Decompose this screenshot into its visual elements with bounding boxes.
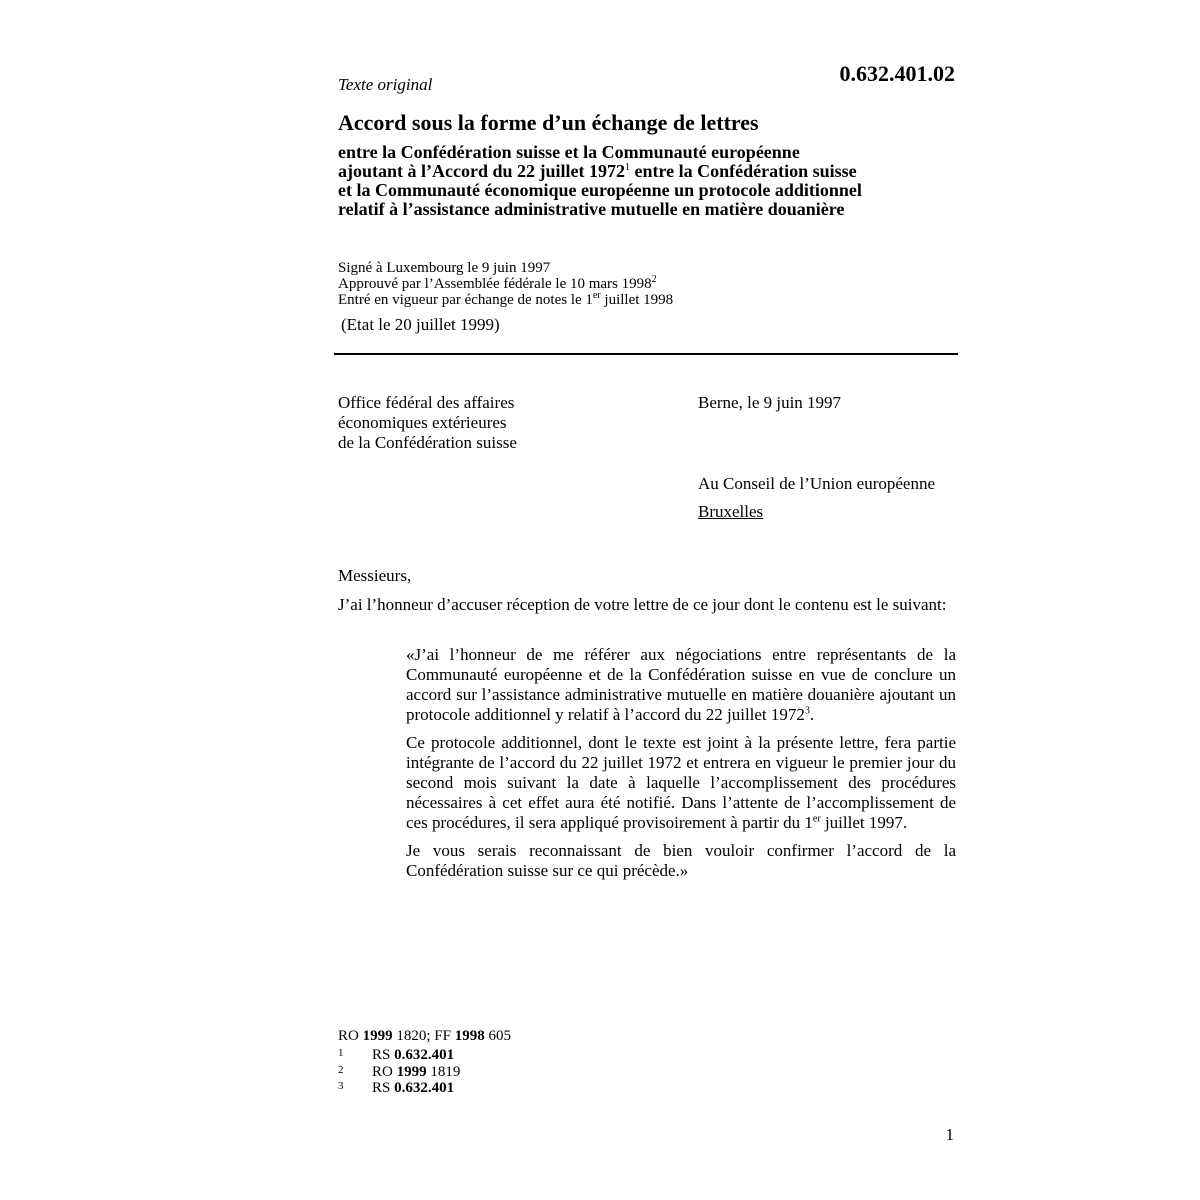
footnote-number: 2: [338, 1063, 344, 1076]
subtitle-line: et la Communauté économique européenne un protocole additionnel: [338, 180, 862, 200]
quoted-letter: [406, 645, 956, 881]
document-subtitle: [338, 143, 958, 219]
entry-line: Entré en vigueur par échange de notes le 1er juillet 1998: [338, 290, 674, 308]
footnote-list: [338, 1047, 460, 1097]
sender-block: [338, 393, 517, 453]
intro-paragraph: J’ai l’honneur d’accuser réception de votre lettre de ce jour dont le contenu est le suivant:: [338, 595, 947, 614]
recipient: Au Conseil de l’Union européenne: [698, 474, 935, 493]
quote-paragraph: Ce protocole additionnel, dont le texte est joint à la présente lettre, fera partie intégrante de l’accord du 22 juillet 1972 et entrera en vigueur le premier jour du second mois suivant la date à laquelle l’accomplissement des procédures nécessaires à cet effet aura été notifié. Dans l’attente de l’accomplissement de ces procédures, il sera appliqué provisoirement à partir du 1er juillet 1997.: [406, 733, 956, 832]
sender-line: Office fédéral des affaires: [338, 393, 515, 412]
subtitle-line: ajoutant à l’Accord du 22 juillet 1972$^1$ entre la Confédération suisse: [338, 161, 857, 181]
footnote-ref: 3: [804, 705, 810, 717]
footnote-ref: 2: [651, 274, 657, 285]
footnote-number: 1: [338, 1047, 344, 1059]
original-text-label: Texte original: [338, 75, 433, 94]
document-meta: [338, 260, 673, 308]
publication-reference: RO 1999 1820; FF 1998 605: [338, 1028, 511, 1044]
place-date: Berne, le 9 juin 1997: [698, 393, 842, 412]
document-title: Accord sous la forme d’un échange de lettres: [338, 110, 759, 135]
quote-paragraph: Je vous serais reconnaissant de bien vouloir confirmer l’accord de la Confédération suisse sur ce qui précède.»: [406, 841, 956, 880]
footnote: 2 RO 1999 1819: [338, 1063, 461, 1080]
rs-number: 0.632.401.02: [839, 61, 955, 86]
footnote-number: 3: [338, 1080, 344, 1092]
quote-paragraph: «J’ai l’honneur de me référer aux négociations entre représentants de la Communauté européenne et de la Confédération suisse en vue de conclure un accord sur l’assistance administrative mutuelle en matière douanière ajoutant un protocole additionnel y relatif à l’accord du 22 juillet 1972$^3$.: [406, 645, 956, 724]
footnote: 1 RS 0.632.401: [338, 1047, 455, 1063]
signed-line: Signé à Luxembourg le 9 juin 1997: [338, 260, 551, 276]
approved-line: Approuvé par l’Assemblée fédérale le 10 mars 1998$^2$: [338, 274, 657, 292]
state-date: (Etat le 20 juillet 1999): [341, 315, 500, 334]
header-divider: [334, 353, 958, 355]
recipient-city: Bruxelles: [698, 502, 764, 521]
sender-line: économiques extérieures: [338, 413, 507, 432]
salutation: Messieurs,: [338, 566, 412, 585]
footnote: 3 RS 0.632.401: [338, 1080, 455, 1096]
footnote-ref: 1: [625, 162, 630, 173]
sender-line: de la Confédération suisse: [338, 433, 517, 452]
page-number: 1: [945, 1125, 954, 1144]
subtitle-line: entre la Confédération suisse et la Communauté européenne: [338, 142, 800, 162]
subtitle-line: relatif à l’assistance administrative mutuelle en matière douanière: [338, 199, 845, 219]
